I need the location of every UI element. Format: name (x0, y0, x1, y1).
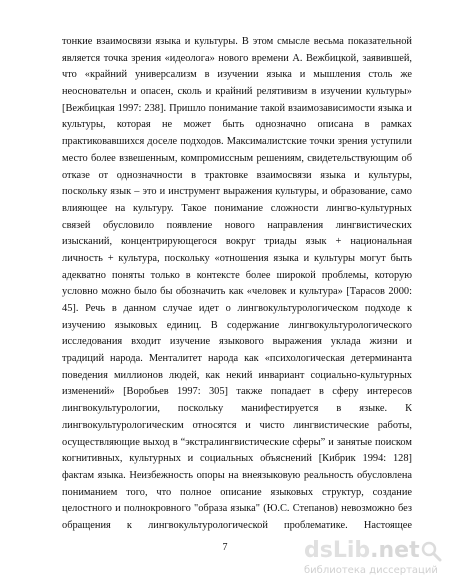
text-line: целостного и полнокровного "образа языка" (Ю.С. Степанов) невозможно без (62, 503, 412, 515)
text-line: традиций народа. Менталитет народа как «психологическая детерминанта (62, 353, 412, 365)
body-text (62, 34, 412, 535)
text-line: поскольку язык – это и инструмент выражения культуры, и образование, само (62, 186, 412, 198)
text-line: исследования входит изучение языкового выражения уклада жизни и (62, 336, 412, 348)
text-line: место более взвешенным, компромиссным решениям, свидетельствующим об (62, 152, 412, 164)
text-line: связей обусловило появление нового направления лингвистических (62, 219, 412, 231)
watermark-caption: библиотека диссертаций (304, 565, 438, 576)
text-line: адекватно поняты только в контексте более широкой проблемы, которую (62, 269, 412, 281)
text-line: фактам языка. Неизбежность опоры на внеязыковую реальность обусловлена (62, 469, 412, 481)
dslib-watermark (304, 538, 446, 578)
text-line: изучению языковых единиц. В содержание лингвокультурологического (62, 319, 412, 331)
watermark-logo-main: dsLib (304, 538, 371, 563)
text-line: личность + культура, поскольку «отношения языка и культуры могут быть (62, 252, 412, 264)
text-line: осуществляющие выход в “экстралингвистические сферы” и занятые поиском (62, 436, 412, 448)
text-line: 45]. Речь в данном случае идет о лингвокультурологическом подходе к (62, 303, 412, 314)
text-line: условно можно было бы обозначить как «человек и культура» [Тарасов 2000: (62, 286, 412, 298)
text-line: когнитивных, культурных и социальных объяснений [Кибрик 1994: 128] (62, 453, 412, 465)
watermark-logo-suffix: .net (370, 538, 420, 563)
text-line: [Вежбицкая 1997: 238]. Пришло понимание такой взаимозависимости языка и (62, 102, 412, 114)
text-line: изменений» [Воробьев 1997: 305] также попадает в сферу интересов (62, 386, 412, 398)
text-line: является точка зрения «идеолога» нового времени А. Вежбицкой, заявившей, (62, 52, 412, 64)
text-line: что «крайний универсализм в изучении языка и мышления столь же (62, 69, 412, 81)
text-line: изысканий, концентрирующегося вокруг триады язык + национальная (62, 236, 412, 248)
page-number: 7 (222, 542, 228, 553)
text-line: тонкие взаимосвязи языка и культуры. В этом смысле весьма показательной (62, 36, 412, 47)
watermark-logo (304, 538, 420, 563)
text-line: культуры, которая не может быть однозначно описана в рамках (62, 119, 412, 131)
text-line: неосновательн и опасен, сколь и крайний релятивизм в изучении культуры» (62, 86, 412, 98)
text-line: лингвокультурологии, поскольку манифестируется в языке. К (62, 403, 412, 415)
text-line: лингвокультурологическим относятся и чисто лингвистические работы, (62, 419, 412, 431)
text-line: поведения миллионов людей, как некий инвариант социально-культурных (62, 369, 412, 381)
search-magnifier-icon (420, 540, 442, 562)
text-line: отказе от однозначности в трактовке взаимосвязи языка и культуры, (62, 169, 412, 181)
text-line: практиковавшихся доселе подходов. Максималистские точки зрения уступили (62, 136, 412, 148)
text-line: обращения к лингвокультурологической проблематике. Настоящее (62, 519, 412, 531)
text-line: пониманием того, что полное описание языковых структур, создание (62, 486, 412, 498)
text-line: влияющее на культуру. Такое понимание сложности лингво-культурных (62, 202, 412, 214)
